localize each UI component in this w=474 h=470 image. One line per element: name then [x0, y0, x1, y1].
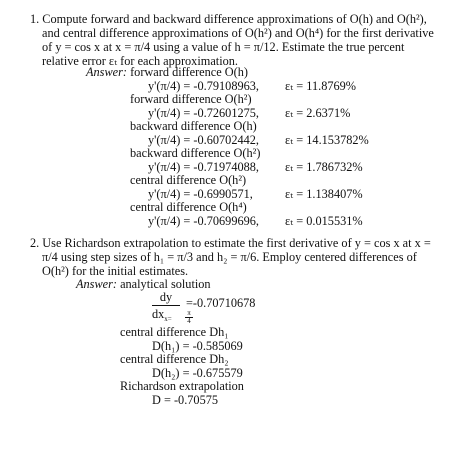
fraction-numerator: dy	[159, 290, 173, 304]
dh2-value: D(h₂) = -0.675579	[152, 366, 243, 380]
problem1-line-3: of y = cos x at x = π/4 using a value of h = π/12. Estimate the true percent	[42, 40, 405, 54]
row-heading: backward difference O(h²)	[130, 146, 261, 160]
answer-label: Answer:	[76, 277, 117, 291]
eval-point: π 4	[185, 310, 193, 325]
row-error: εₜ = 1.786732%	[285, 160, 363, 174]
fraction-denominator: $dx_{x=}$	[152, 307, 172, 323]
row-heading: forward difference O(h²)	[130, 92, 252, 106]
analytical-heading: analytical solution	[120, 277, 211, 291]
row-heading: central difference O(h⁴)	[130, 200, 247, 214]
problem1-line-4: relative error εₜ for each approximation.	[42, 54, 238, 68]
answer-label: Answer:	[86, 65, 127, 79]
row-value: y'(π/4) = -0.70699696,	[148, 214, 259, 228]
problem1-line-2: and central difference approximations of O(h²) and O(h⁴) for the first derivative	[42, 26, 434, 40]
richardson-heading: Richardson extrapolation	[120, 379, 244, 393]
dh1-heading: central difference Dh₁	[120, 325, 229, 339]
problem1-line-1: 1. Compute forward and backward difference approximations of O(h) and O(h²),	[30, 12, 427, 26]
row-heading: backward difference O(h)	[130, 119, 257, 133]
row-heading: forward difference O(h)	[130, 65, 248, 79]
row-value: y'(π/4) = -0.72601275,	[148, 106, 259, 120]
problem1-answer	[86, 65, 248, 79]
row-value: y'(π/4) = -0.60702442,	[148, 133, 259, 147]
problem2-line-3: O(h²) for the initial estimates.	[42, 264, 189, 278]
richardson-value: D = -0.70575	[152, 393, 219, 407]
problem2-answer	[76, 277, 211, 291]
row-error: εₜ = 2.6371%	[285, 106, 351, 120]
problem2-line-1: 2. Use Richardson extrapolation to estimate the first derivative of y = cos x at x =	[30, 236, 431, 250]
problem2-line-2: π/4 using step sizes of h₁ = π/3 and h₂ = π/6. Employ centered differences of	[42, 250, 417, 264]
row-heading: central difference O(h²)	[130, 173, 247, 187]
row-value: y'(π/4) = -0.71974088,	[148, 160, 259, 174]
fraction-bar	[152, 305, 180, 306]
row-error: εₜ = 1.138407%	[285, 187, 363, 201]
row-error: εₜ = 0.015531%	[285, 214, 363, 228]
row-value: y'(π/4) = -0.6990571,	[148, 187, 253, 201]
dh1-value: D(h₁) = -0.585069	[152, 339, 243, 353]
analytic-value: =-0.70710678	[186, 296, 256, 310]
row-error: εₜ = 11.8769%	[285, 79, 357, 93]
row-error: εₜ = 14.153782%	[285, 133, 369, 147]
row-value: y'(π/4) = -0.79108963,	[148, 79, 259, 93]
dh2-heading: central difference Dh₂	[120, 352, 229, 366]
